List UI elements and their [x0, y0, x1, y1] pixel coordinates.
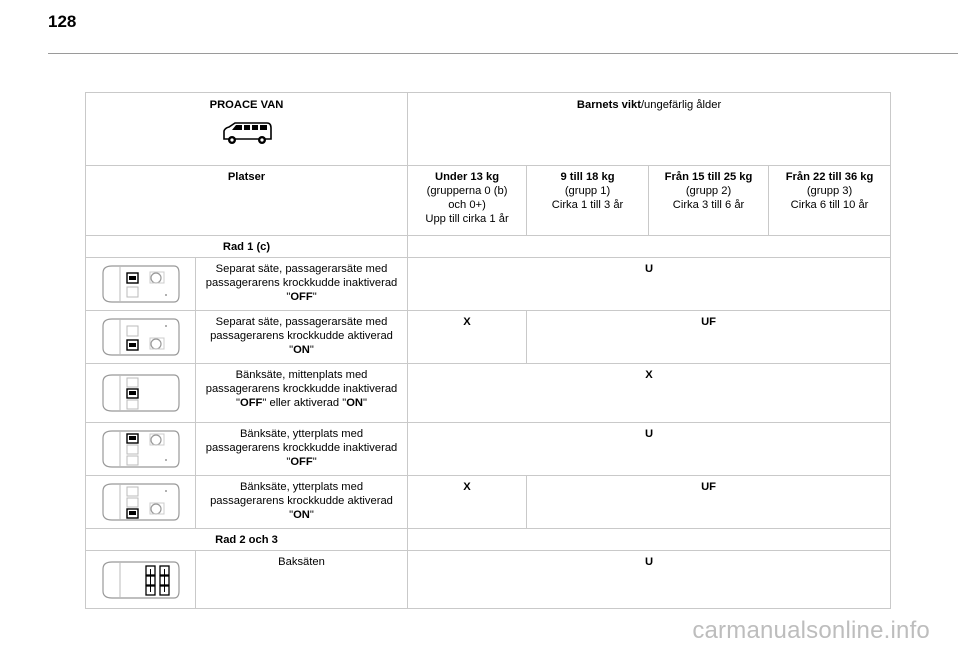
group-cell: [408, 166, 527, 236]
table-row: [86, 311, 891, 364]
page-number: 128: [48, 12, 77, 31]
seat-description: [196, 364, 408, 423]
table-row: [86, 423, 891, 476]
desc-line: passagerarens krockkudde inaktiverad: [205, 383, 398, 395]
desc-line: passagerarens krockkudde aktiverad: [210, 330, 393, 342]
seat-description: [196, 423, 408, 476]
rear-seats-icon: [100, 559, 182, 601]
vehicle-name: PROACE VAN: [209, 99, 284, 111]
quote: ": [286, 291, 291, 303]
group-line: Cirka 1 till 3 år: [551, 199, 624, 211]
empty-cell: [408, 236, 891, 258]
bench-outer-seat-airbag-on-icon: [100, 481, 182, 523]
seat-icon-cell: [86, 364, 196, 423]
desc-line: Separat säte, passagerarsäte med: [215, 263, 388, 275]
quote: ": [312, 456, 317, 468]
airbag-state: ON: [346, 397, 363, 409]
quote: ": [312, 291, 317, 303]
desc-line: Baksäten: [278, 556, 325, 568]
suitability-cell: [408, 364, 891, 423]
desc-line: Separat säte, passagerarsäte med: [215, 316, 388, 328]
desc-line: [199, 508, 404, 522]
seat-description: [196, 551, 408, 609]
weight-header-rest: /ungefärlig ålder: [640, 99, 722, 111]
group-cell: [527, 166, 649, 236]
seats-label-cell: [86, 166, 408, 236]
van-icon: [221, 120, 273, 146]
airbag-state: ON: [293, 509, 310, 521]
group-title: Från 22 till 36 kg: [785, 171, 874, 183]
child-seat-table: [85, 92, 891, 609]
group-title: 9 till 18 kg: [560, 171, 615, 183]
table-row: [86, 258, 891, 311]
quote: ": [309, 509, 314, 521]
quote: ": [289, 344, 294, 356]
front-seat-airbag-on-icon: [100, 316, 182, 358]
group-row: [86, 166, 891, 236]
weight-header-bold: Barnets vikt: [576, 99, 641, 111]
group-title: Under 13 kg: [434, 171, 500, 183]
desc-line: Bänksäte, mittenplats med: [235, 369, 368, 381]
table-row: [86, 364, 891, 423]
section-label-cell: [86, 529, 408, 551]
vehicle-header-cell: [86, 93, 408, 166]
seat-icon-cell: [86, 551, 196, 609]
seat-icon-cell: [86, 476, 196, 529]
quote: ": [286, 456, 291, 468]
group-line: Cirka 6 till 10 år: [790, 199, 869, 211]
section-label-cell: [86, 236, 408, 258]
group-title: Från 15 till 25 kg: [664, 171, 753, 183]
seat-icon-cell: [86, 423, 196, 476]
suitability-value: X: [463, 481, 471, 493]
suitability-cell: [408, 311, 527, 364]
desc-line: [199, 455, 404, 469]
bench-outer-seat-airbag-off-icon: [100, 428, 182, 470]
seat-description: [196, 258, 408, 311]
front-seat-airbag-off-icon: [100, 263, 182, 305]
quote: ": [309, 344, 314, 356]
bench-middle-seat-icon: [100, 372, 182, 414]
desc-line: [199, 290, 404, 304]
empty-cell: [408, 529, 891, 551]
header-rule: [48, 53, 958, 54]
airbag-state: OFF: [290, 291, 313, 303]
desc-line: [199, 396, 404, 410]
group-line: (grupp 2): [685, 185, 732, 197]
seat-icon-cell: [86, 311, 196, 364]
group-line: och 0+): [448, 199, 486, 211]
quote: ": [289, 509, 294, 521]
group-line: (grupp 3): [806, 185, 853, 197]
weight-header-cell: [408, 93, 891, 166]
desc-line: Bänksäte, ytterplats med: [239, 481, 364, 493]
suitability-cell: [527, 311, 891, 364]
seat-description: [196, 476, 408, 529]
suitability-cell: [408, 551, 891, 609]
desc-line: [199, 343, 404, 357]
group-line: (grupp 1): [564, 185, 611, 197]
suitability-cell: [408, 258, 891, 311]
section-label: Rad 1 (c): [222, 241, 271, 253]
group-line: (grupperna 0 (b): [426, 185, 508, 197]
group-line: Upp till cirka 1 år: [425, 213, 509, 225]
suitability-value: X: [463, 316, 471, 328]
desc-line: passagerarens krockkudde aktiverad: [210, 495, 393, 507]
section-label: Rad 2 och 3: [215, 534, 278, 546]
desc-line: passagerarens krockkudde inaktiverad: [205, 442, 398, 454]
desc-line: Bänksäte, ytterplats med: [239, 428, 364, 440]
suitability-cell: [527, 476, 891, 529]
desc-connector: " eller aktiverad ": [262, 397, 347, 409]
quote: ": [236, 397, 241, 409]
airbag-state: OFF: [240, 397, 263, 409]
suitability-value: UF: [701, 316, 716, 328]
section-row: [86, 236, 891, 258]
suitability-value: U: [644, 556, 654, 568]
airbag-state: ON: [293, 344, 310, 356]
desc-line: passagerarens krockkudde inaktiverad: [205, 277, 398, 289]
suitability-cell: [408, 476, 527, 529]
group-cell: [769, 166, 891, 236]
group-line: Cirka 3 till 6 år: [672, 199, 745, 211]
quote: ": [362, 397, 367, 409]
section-row: [86, 529, 891, 551]
seat-description: [196, 311, 408, 364]
header-row: [86, 93, 891, 166]
group-cell: [649, 166, 769, 236]
suitability-cell: [408, 423, 891, 476]
seats-label: Platser: [227, 171, 266, 183]
airbag-state: OFF: [290, 456, 313, 468]
seat-icon-cell: [86, 258, 196, 311]
suitability-value: U: [644, 263, 654, 275]
table-row: [86, 551, 891, 609]
table-row: [86, 476, 891, 529]
suitability-value: X: [645, 369, 653, 381]
suitability-value: UF: [701, 481, 716, 493]
watermark: carmanualsonline.info: [692, 617, 930, 644]
suitability-value: U: [644, 428, 654, 440]
